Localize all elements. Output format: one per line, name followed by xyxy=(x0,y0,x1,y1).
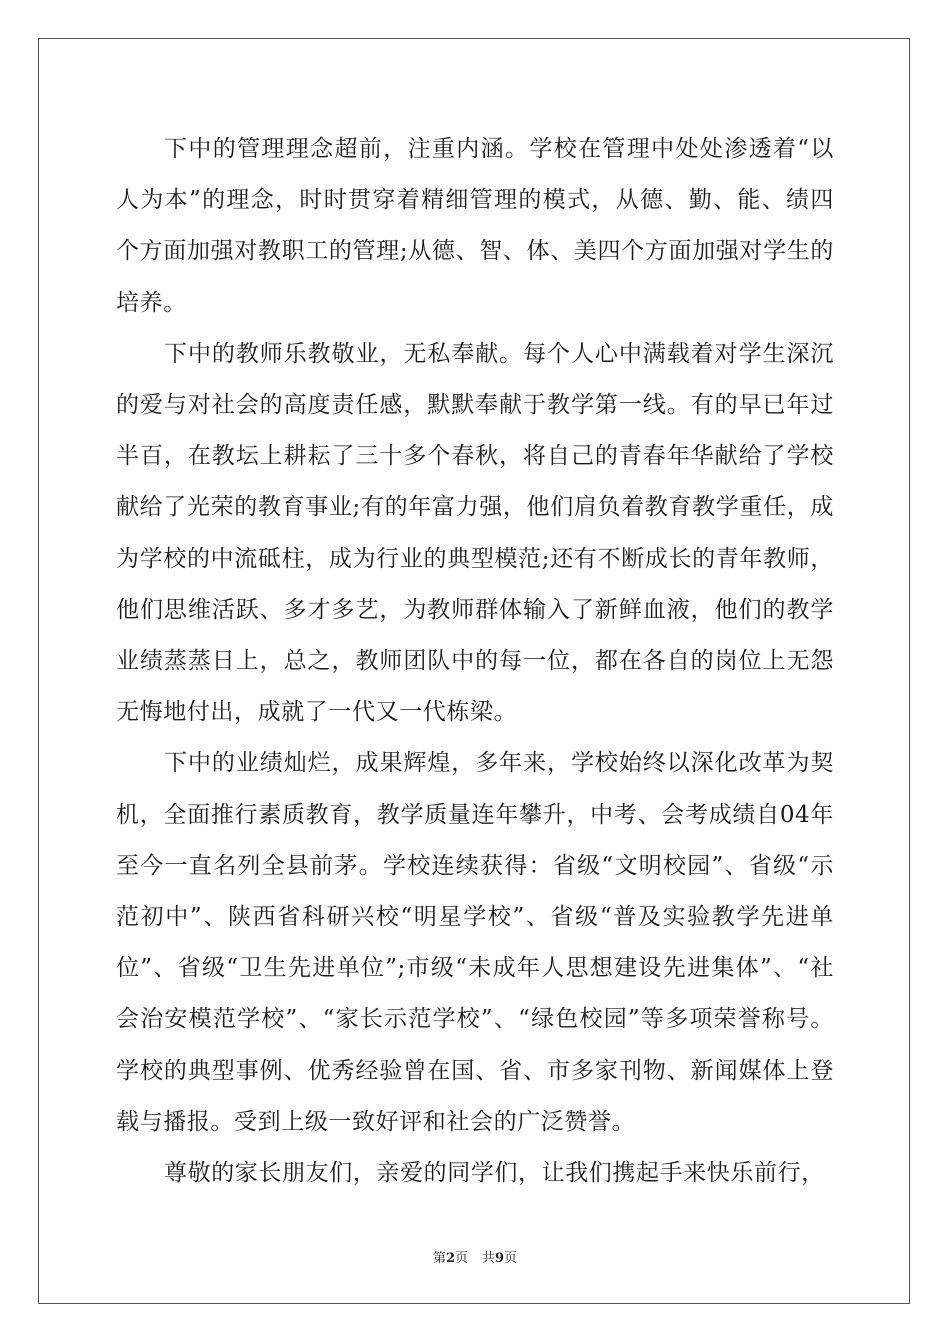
document-body xyxy=(116,124,834,1199)
page-number: 第2页 xyxy=(432,1251,468,1266)
paragraph-achievements: 下中的业绩灿烂，成果辉煌，多年来，学校始终以深化改革为契机，全面推行素质教育，教学质量连年攀升，中考、会考成绩自04年至今一直名列全县前茅。学校连续获得：省级“文明校园”、省级“示范初中”、陕西省科研兴校“明星学校”、省级“普及实验教学先进单位”、省级“卫生先进单位”;市级“未成年人思想建设先进集体”、“社会治安模范学校”、“家长示范学校”、“绿色校园”等多项荣誉称号。学校的典型事例、优秀经验曾在国、省、市多家刊物、新闻媒体上登载与播报。受到上级一致好评和社会的广泛赞誉。 xyxy=(116,750,834,1135)
page-total: 共9页 xyxy=(482,1251,518,1266)
paragraph-teachers: 下中的教师乐教敬业，无私奉献。每个人心中满载着对学生深沉的爱与对社会的高度责任感，默默奉献于教学第一线。有的早已年过半百，在教坛上耕耘了三十多个春秋，将自己的青春年华献给了学校献给了光荣的教育事业;有的年富力强，他们肩负着教育教学重任，成为学校的中流砥柱，成为行业的典型模范;还有不断成长的青年教师，他们思维活跃、多才多艺，为教师群体输入了新鲜血液，他们的教学业绩蒸蒸日上，总之，教师团队中的每一位，都在各自的岗位上无怨无悔地付出，成就了一代又一代栋梁。 xyxy=(116,340,834,726)
paragraph-closing: 尊敬的家长朋友们，亲爱的同学们，让我们携起手来快乐前行， xyxy=(164,1160,825,1187)
paragraph-management: 下中的管理理念超前，注重内涵。学校在管理中处处渗透着“以人为本”的理念，时时贯穿着精细管理的模式，从德、勤、能、绩四个方面加强对教职工的管理;从德、智、体、美四个方面加强对学生的培养。 xyxy=(116,136,834,316)
page-footer xyxy=(0,1247,950,1266)
